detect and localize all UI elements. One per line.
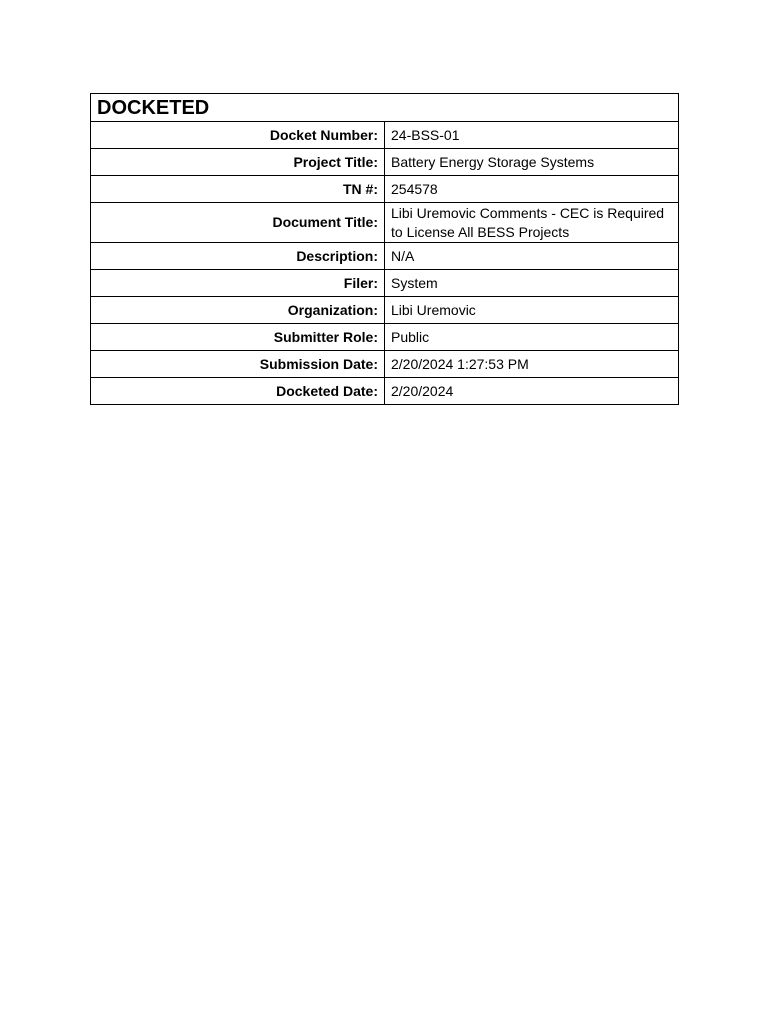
field-label: TN #: xyxy=(91,176,385,203)
field-label: Docket Number: xyxy=(91,122,385,149)
filer-value: System xyxy=(385,270,679,297)
organization-row xyxy=(91,297,679,324)
filer-row xyxy=(91,270,679,297)
field-label: Docketed Date: xyxy=(91,378,385,405)
organization-value: Libi Uremovic xyxy=(385,297,679,324)
field-label: Submitter Role: xyxy=(91,324,385,351)
document-title-value: Libi Uremovic Comments - CEC is Required to License All BESS Projects xyxy=(385,203,679,243)
docket-number-row xyxy=(91,122,679,149)
docket-header-row xyxy=(91,94,679,122)
project-title-row xyxy=(91,149,679,176)
docketed-title: DOCKETED xyxy=(91,94,679,122)
field-label: Project Title: xyxy=(91,149,385,176)
submission-date-row xyxy=(91,351,679,378)
tn-number-value: 254578 xyxy=(385,176,679,203)
field-label: Submission Date: xyxy=(91,351,385,378)
document-title-row xyxy=(91,203,679,243)
docketed-date-row xyxy=(91,378,679,405)
submission-date-value: 2/20/2024 1:27:53 PM xyxy=(385,351,679,378)
docket-number-value: 24-BSS-01 xyxy=(385,122,679,149)
description-value: N/A xyxy=(385,243,679,270)
docket-info-table xyxy=(90,93,679,405)
field-label: Organization: xyxy=(91,297,385,324)
description-row xyxy=(91,243,679,270)
submitter-role-row xyxy=(91,324,679,351)
project-title-value: Battery Energy Storage Systems xyxy=(385,149,679,176)
field-label: Filer: xyxy=(91,270,385,297)
field-label: Document Title: xyxy=(91,203,385,243)
docketed-date-value: 2/20/2024 xyxy=(385,378,679,405)
tn-number-row xyxy=(91,176,679,203)
field-label: Description: xyxy=(91,243,385,270)
submitter-role-value: Public xyxy=(385,324,679,351)
